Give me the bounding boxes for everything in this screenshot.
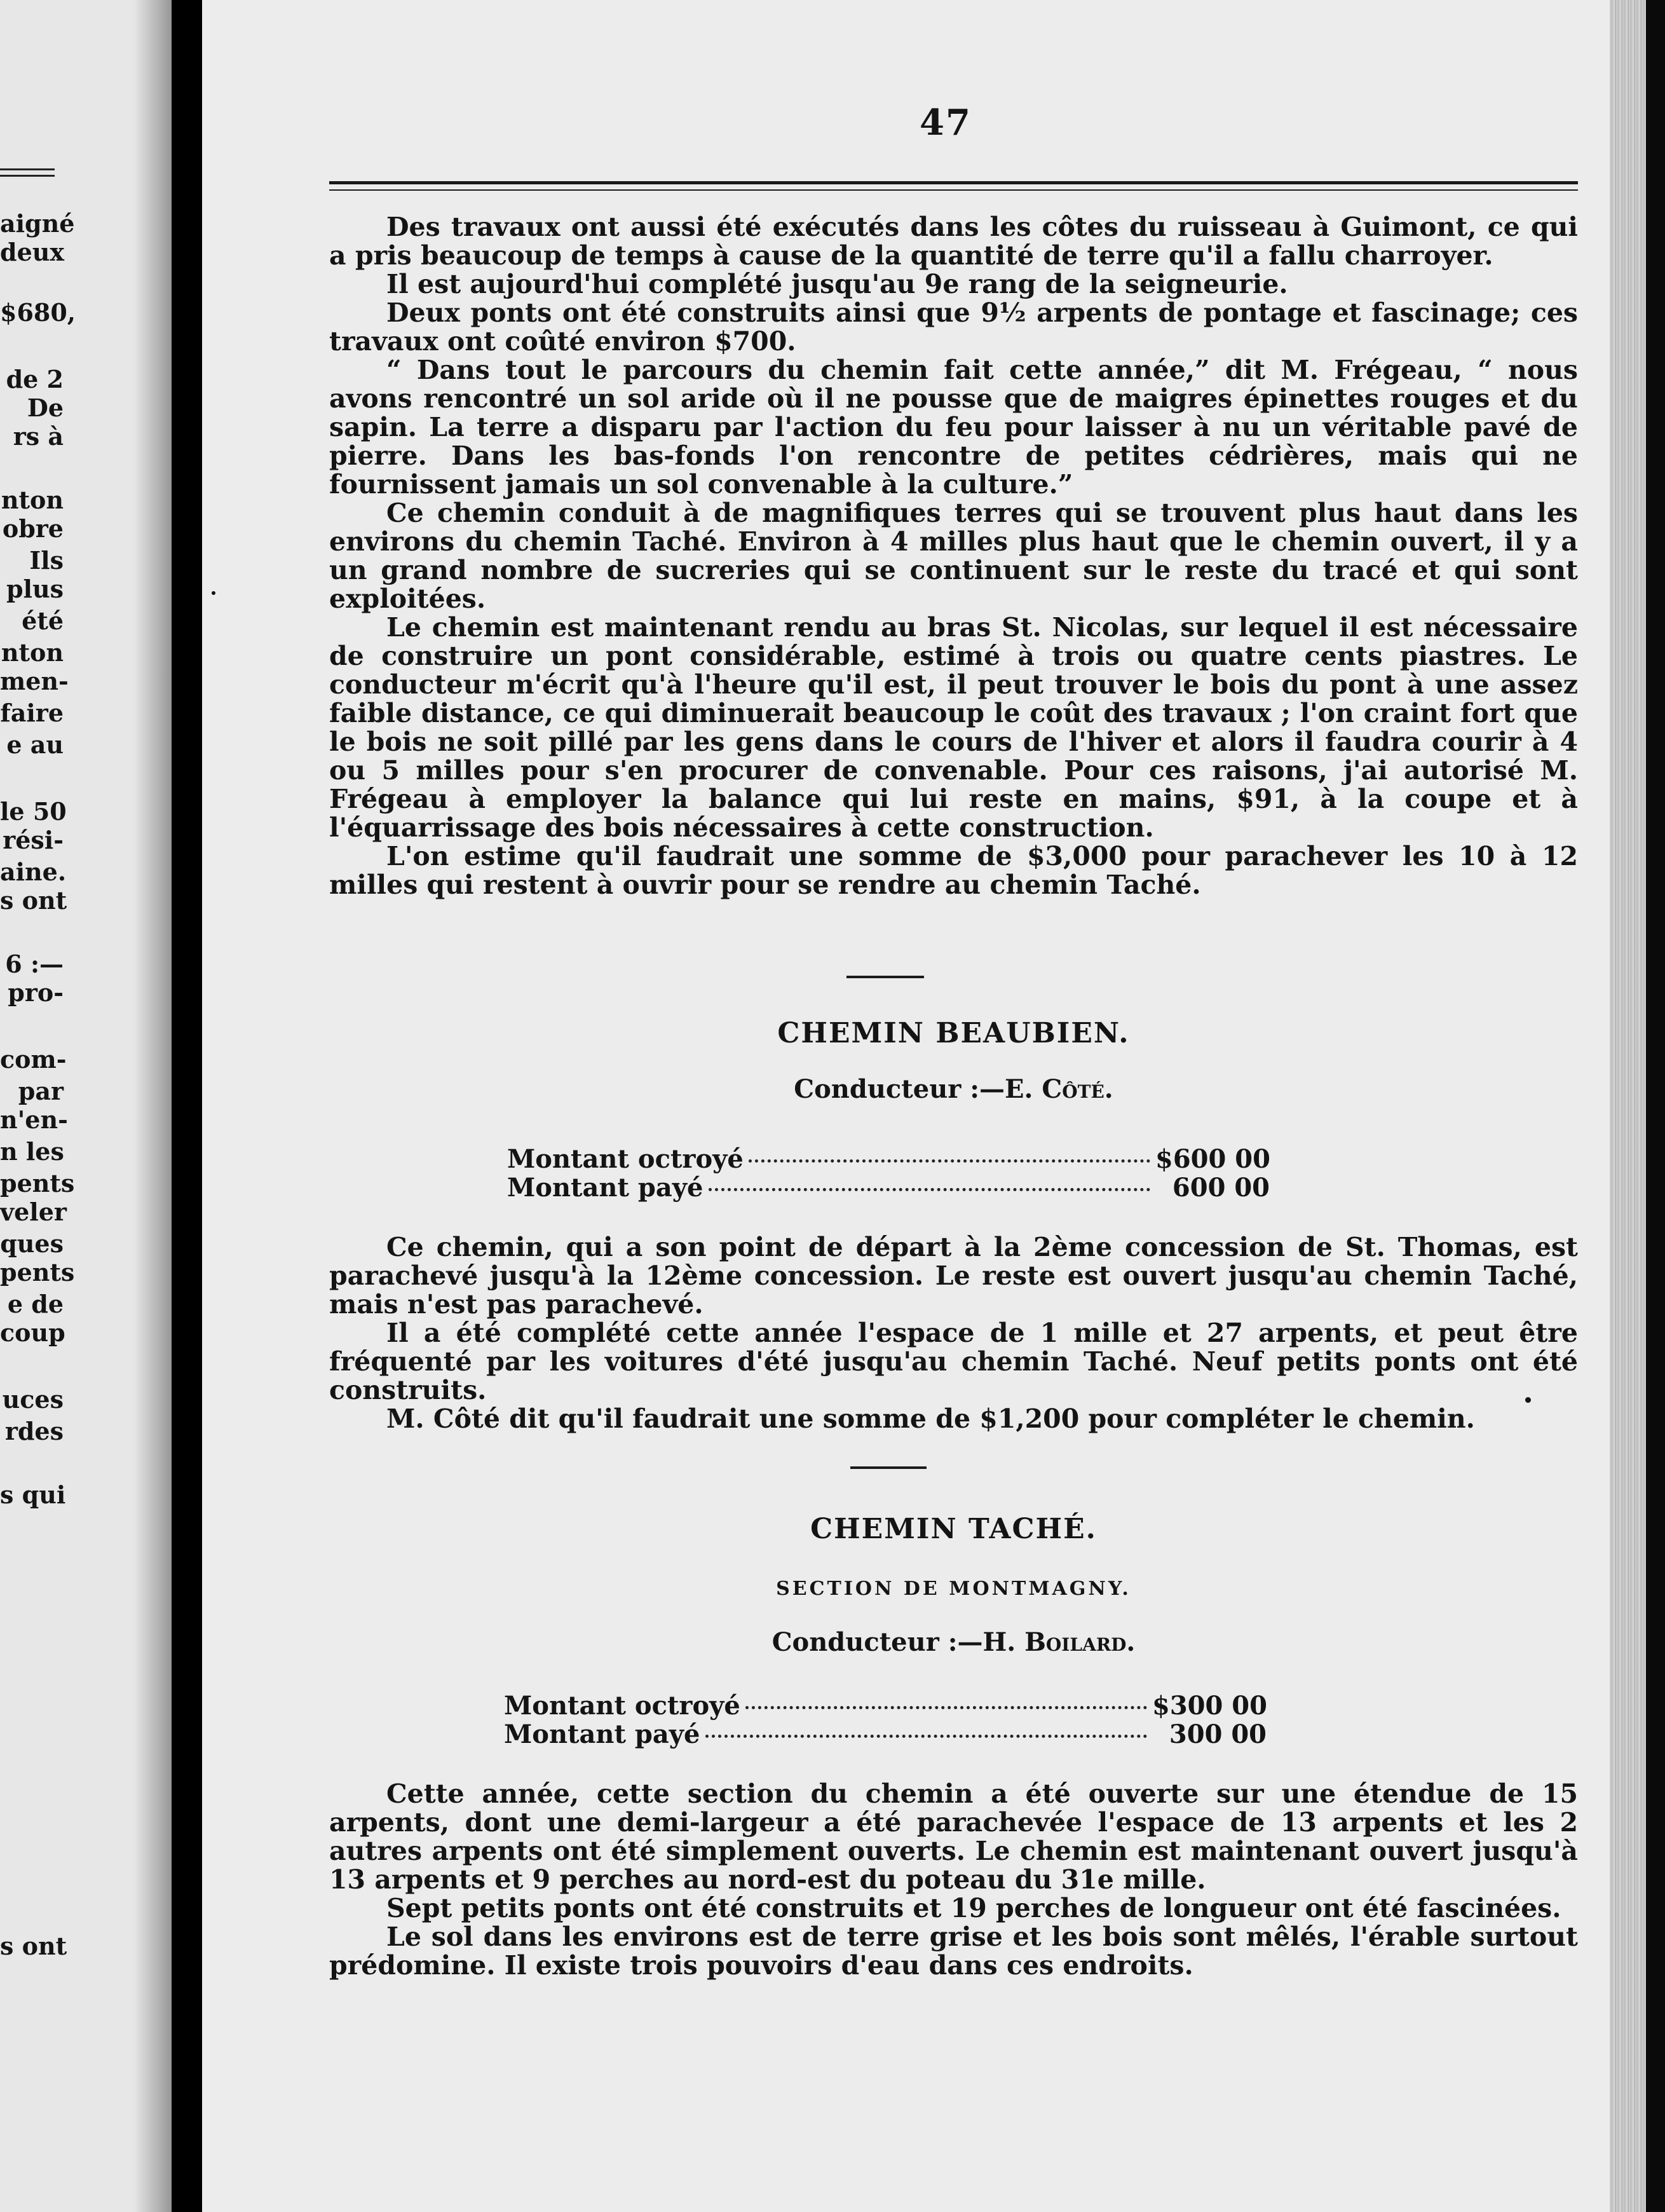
conductor-line (329, 1627, 1578, 1657)
conductor-prefix: Conducteur :—H. (771, 1627, 1025, 1657)
leader-dots (709, 1188, 1151, 1191)
facing-page-line: n'en- (0, 1105, 68, 1134)
facing-page-line: rési- (3, 826, 64, 854)
ink-speck (212, 591, 215, 595)
paragraph: Le chemin est maintenant rendu au bras St. Nicolas, sur lequel il est nécessaire de construire un pont considérable, estimé à trois ou quatre cents piastres. Le conducteur m'écrit qu'à l'heure qu'il est, il peut trouver le bois du pont à une assez faible distance, ce qui diminuerait beaucoup le coût des travaux ; l'on craint fort que le bois ne soit pillé par les gens dans le cours de l'hiver et alors il faudra courir à 4 ou 5 milles pour s'en procurer de convenable. Pour ces raisons, j'ai autorisé M. Frégeau à employer la balance qui lui reste en mains, $91, à la coupe et à l'équarrissage des bois nécessaires à cette construction. (329, 612, 1578, 843)
facing-page-line: ques (0, 1229, 64, 1258)
section-divider (846, 976, 924, 978)
facing-page-line: été (22, 606, 64, 635)
section-divider (850, 1466, 927, 1469)
facing-page-line: rdes (4, 1417, 64, 1445)
facing-page-line: par (18, 1077, 64, 1105)
page-stack-edge (1610, 0, 1665, 2212)
quotation-paragraph: “ Dans tout le parcours du chemin fait cette année,” dit M. Frégeau, “ nous avons rencontré un sol aride où il ne pousse que de maigres épinettes rouges et du sapin. La terre a disparu par l'action du feu pour laisser à nu un véritable pavé de pierre. Dans les bas-fonds l'on rencontre de petites cédrières, mais qui ne fournissent jamais un sol convenable à la culture.” (329, 355, 1578, 500)
conductor-name: Côté. (1042, 1074, 1113, 1104)
facing-page-line: com- (0, 1045, 67, 1074)
paragraph: Ce chemin, qui a son point de départ à la 2ème concession de St. Thomas, est parachevé jusqu'à la 12ème concession. Le reste est ouvert jusqu'au chemin Taché, mais n'est pas parachevé. (329, 1232, 1578, 1320)
leader-dots (745, 1706, 1147, 1709)
facing-page-rule (0, 175, 55, 177)
facing-page-line: le 50 (0, 797, 67, 826)
facing-page-line: e au (6, 730, 64, 759)
page-number: 47 (920, 102, 972, 144)
facing-page-line: de 2 (6, 365, 64, 393)
document-page (202, 0, 1610, 2212)
facing-page-line: rs à (13, 422, 64, 451)
amount-value: $600 00 (1155, 1144, 1270, 1174)
paragraph: M. Côté dit qu'il faudrait une somme de $1,200 pour compléter le chemin. (386, 1403, 1475, 1434)
amount-value: 300 00 (1169, 1719, 1267, 1749)
facing-page-line: faire (0, 699, 64, 727)
gutter-shadow (133, 0, 172, 2212)
facing-page-line: De (27, 393, 64, 422)
amount-row-granted (504, 1691, 1267, 1721)
facing-page-line: s qui (0, 1480, 66, 1509)
section-subtitle: SECTION DE MONTMAGNY. (776, 1578, 1131, 1600)
facing-page-line: nton (1, 638, 64, 667)
paragraph: Il a été complété cette année l'espace de 1 mille et 27 arpents, et peut être fréquenté par les voitures d'été jusqu'au chemin Taché. Neuf petits ponts ont été construits. (329, 1318, 1578, 1405)
facing-page-line: coup (0, 1318, 65, 1347)
facing-page-fragment (0, 0, 172, 2212)
facing-page-line: uces (2, 1385, 64, 1414)
facing-page-line: 6 :— (5, 950, 64, 978)
paragraph: Cette année, cette section du chemin a été ouverte sur une étendue de 15 arpents, dont une demi-largeur a été parachevée l'espace de 13 arpents et les 2 autres arpents ont été simplement ouverts. Le chemin est maintenant ouvert jusqu'à 13 arpents et 9 perches au nord-est du poteau du 31e mille. (329, 1778, 1578, 1895)
amount-label: Montant octroyé (504, 1691, 740, 1721)
facing-page-line: e de (7, 1290, 64, 1318)
facing-page-line: s ont (0, 886, 67, 915)
amount-row-paid (504, 1719, 1267, 1749)
conductor-prefix: Conducteur :—E. (794, 1074, 1042, 1104)
facing-page-line: nton (1, 486, 64, 514)
facing-page-rule (0, 168, 55, 170)
amount-label: Montant payé (507, 1173, 703, 1203)
amount-value: 600 00 (1172, 1173, 1270, 1203)
facing-page-line: Ils (29, 546, 64, 575)
facing-page-line: aine. (0, 857, 67, 886)
amount-label: Montant payé (504, 1719, 700, 1749)
conductor-name: Boilard. (1024, 1627, 1136, 1657)
amount-label: Montant octroyé (507, 1144, 744, 1174)
paragraph: L'on estime qu'il faudrait une somme de $3,000 pour parachever les 10 à 12 milles qui restent à ouvrir pour se rendre au chemin Taché. (329, 841, 1578, 900)
ink-speck (1525, 1397, 1531, 1403)
paragraph: Ce chemin conduit à de magnifiques terres qui se trouvent plus haut dans les environs du chemin Taché. Environ à 4 milles plus haut que le chemin ouvert, il y a un grand nombre de sucreries qui se continuent sur le reste du tracé et qui sont exploitées. (329, 498, 1578, 614)
section-continuation (329, 213, 1578, 899)
facing-page-line: $680, (0, 298, 76, 327)
paragraph: Des travaux ont aussi été exécutés dans les côtes du ruisseau à Guimont, ce qui a pris beaucoup de temps à cause de la quantité de terre qu'il a fallu charroyer. (329, 212, 1578, 271)
facing-page-line: plus (6, 575, 64, 603)
facing-page-line: aigné (0, 209, 75, 238)
section-title-tache: CHEMIN TACHÉ. (810, 1513, 1097, 1545)
leader-dots (749, 1159, 1150, 1163)
header-rule (329, 181, 1578, 184)
facing-page-line: s ont (0, 1932, 67, 1960)
facing-page-line: deux (0, 238, 65, 266)
header-rule-thin (329, 189, 1578, 191)
facing-page-line: obre (2, 514, 64, 543)
amount-value: $300 00 (1152, 1691, 1267, 1721)
section-title-beaubien: CHEMIN BEAUBIEN. (777, 1017, 1130, 1049)
facing-page-line: pro- (8, 978, 64, 1007)
facing-page-line: men- (0, 667, 69, 695)
paragraph: Sept petits ponts ont été construits et 19 perches de longueur ont été fascinées. (386, 1893, 1561, 1923)
amount-row-paid (507, 1173, 1270, 1203)
facing-page-line: pents (0, 1169, 75, 1198)
facing-page-line: pents (0, 1258, 75, 1287)
amount-row-granted (507, 1144, 1270, 1174)
paragraph: Le sol dans les environs est de terre grise et les bois sont mêlés, l'érable surtout prédomine. Il existe trois pouvoirs d'eau dans ces endroits. (329, 1922, 1578, 1981)
beaubien-body (329, 1233, 1578, 1433)
paragraph: Il est aujourd'hui complété jusqu'au 9e rang de la seigneurie. (386, 269, 1288, 299)
facing-page-line: veler (0, 1198, 67, 1226)
conductor-line (329, 1074, 1578, 1104)
tache-body (329, 1780, 1578, 1980)
paragraph: Deux ponts ont été construits ainsi que 9½ arpents de pontage et fascinage; ces travaux ont coûté environ $700. (329, 297, 1578, 357)
facing-page-line: n les (0, 1137, 64, 1166)
leader-dots (705, 1735, 1148, 1738)
